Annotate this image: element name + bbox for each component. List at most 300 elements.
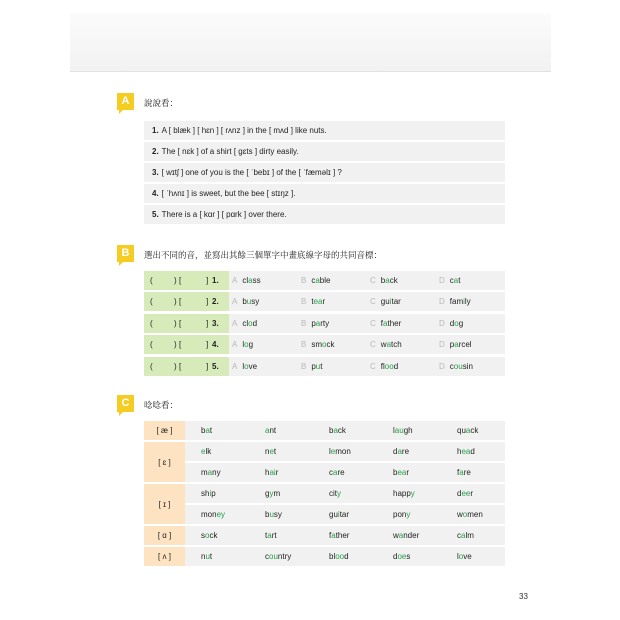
list-item	[144, 205, 505, 224]
option-letter: A	[232, 340, 238, 350]
table-row	[185, 421, 505, 440]
word-part: w	[393, 531, 399, 540]
option-letter: A	[232, 318, 238, 328]
word-part: t	[311, 297, 314, 307]
word-part: t	[265, 531, 268, 540]
word-part: h	[265, 468, 270, 477]
underlined-letters: o	[322, 340, 327, 350]
underlined-letters: u	[269, 510, 274, 519]
word	[393, 510, 410, 519]
word-part: gu	[380, 297, 390, 307]
option-word	[242, 297, 259, 306]
bracket-open: [	[179, 318, 182, 328]
underlined-letters: a	[248, 276, 253, 285]
word-part: rcel	[458, 340, 472, 350]
option-word	[381, 362, 398, 371]
option-c[interactable]	[367, 271, 436, 290]
word-part: c	[265, 552, 269, 561]
underlined-letters: a	[333, 426, 338, 435]
word-part: ther	[335, 531, 350, 540]
underlined-letters: ea	[461, 447, 471, 456]
word-part: f	[380, 318, 384, 328]
word-cell	[185, 442, 249, 461]
word-part: w	[380, 340, 387, 350]
word	[393, 489, 415, 498]
word-cell	[185, 505, 249, 524]
underlined-letters: ey	[216, 510, 226, 519]
word-cell	[377, 526, 441, 545]
page-number: 33	[519, 592, 528, 601]
word-part: c	[329, 468, 333, 477]
option-letter: B	[301, 361, 307, 371]
option-letter: C	[370, 297, 376, 307]
option-letter: D	[439, 276, 445, 285]
word-cell	[377, 442, 441, 461]
word-part: pon	[393, 510, 407, 519]
underlined-letters: ee	[461, 489, 471, 498]
word	[201, 489, 216, 498]
underlined-letters: a	[383, 318, 388, 328]
item-number: 1.	[152, 126, 159, 135]
list-item	[144, 184, 505, 203]
underlined-letters: i	[463, 297, 465, 307]
word-lines	[185, 547, 505, 566]
table-row	[185, 526, 505, 545]
word-part: c	[449, 361, 454, 371]
word-part: gu	[329, 510, 338, 519]
list-item	[144, 121, 505, 140]
underlined-letters: o	[454, 318, 459, 328]
word-part: g	[248, 340, 254, 350]
paren-close: )	[174, 361, 177, 371]
underlined-letters: ou	[453, 361, 463, 371]
word-cell	[441, 463, 505, 482]
word-part: nt	[269, 426, 277, 435]
word-part: nder	[403, 531, 420, 540]
option-d[interactable]	[436, 357, 505, 376]
bracket-close: ]	[206, 276, 209, 285]
word-part: sh	[201, 489, 210, 498]
word-lines	[185, 484, 505, 524]
word	[329, 426, 346, 435]
sound-group	[144, 526, 505, 545]
word-cell	[249, 505, 313, 524]
option-word	[311, 340, 334, 349]
word	[457, 531, 474, 540]
option-word	[311, 319, 329, 328]
sound-group	[144, 547, 505, 566]
option-letter: C	[370, 340, 376, 350]
underlined-letters: u	[315, 361, 321, 371]
underlined-letters: y	[410, 489, 415, 498]
item-number: 4.	[152, 189, 159, 198]
underlined-letters: o	[205, 531, 210, 540]
underlined-letters: o	[458, 552, 464, 561]
options	[229, 271, 505, 290]
bracket-close: ]	[206, 340, 209, 350]
underlined-letters: e	[330, 447, 336, 456]
phonetic-label: [ ɛ ]	[144, 442, 185, 482]
section-a-badge: A	[117, 93, 134, 110]
option-word	[450, 362, 473, 371]
word-part: re	[337, 468, 345, 477]
answer-blank[interactable]	[160, 335, 174, 354]
option-word	[381, 340, 402, 349]
options	[229, 357, 505, 376]
word-part: p	[449, 340, 455, 350]
option-letter: A	[232, 276, 238, 285]
word-part: t	[209, 426, 213, 435]
word-part: n	[265, 447, 270, 456]
underlined-letters: oo	[335, 552, 345, 561]
option-d[interactable]	[436, 292, 505, 311]
word-part: cl	[242, 318, 249, 328]
paren-close: )	[174, 297, 177, 307]
answer-area	[144, 314, 229, 333]
table-row	[185, 463, 505, 482]
bracket-close: ]	[206, 318, 209, 328]
word-cell	[313, 421, 377, 440]
word-part: ly	[464, 297, 471, 307]
word-part: rty	[320, 318, 330, 328]
word-part: d	[393, 447, 398, 456]
word	[393, 552, 410, 561]
option-word	[242, 340, 253, 349]
word-part: w	[457, 510, 463, 519]
word-cell	[249, 463, 313, 482]
item-number: 3.	[152, 168, 159, 177]
phonetic-label: [ æ ]	[144, 421, 185, 440]
option-word	[381, 319, 401, 328]
item-text: [ wɪtʃ ] one of you is the [ ˈbebɪ ] of the [ ˈfæmǝlɪ ] ?	[161, 168, 342, 177]
option-c[interactable]	[367, 335, 436, 354]
word-cell	[313, 442, 377, 461]
word-part: bl	[329, 552, 336, 561]
option-word	[450, 297, 471, 306]
word-cell	[313, 463, 377, 482]
word-cell	[249, 484, 313, 503]
word-part: mon	[335, 447, 351, 456]
word-part: g	[458, 318, 464, 328]
bracket-open: [	[179, 340, 182, 350]
option-a[interactable]	[229, 271, 298, 290]
word-cell	[185, 547, 249, 566]
option-letter: D	[439, 340, 445, 350]
underlined-letters: e	[201, 447, 206, 456]
word	[457, 552, 472, 561]
word-part: b	[201, 426, 206, 435]
underlined-letters: i	[337, 510, 340, 519]
word-part: ve	[248, 361, 258, 371]
word-part: b	[380, 276, 386, 285]
underlined-letters: ea	[313, 297, 323, 307]
word	[393, 531, 419, 540]
underlined-letters: i	[389, 297, 392, 307]
option-a[interactable]	[229, 292, 298, 311]
word-part: m	[201, 468, 208, 477]
option-b[interactable]	[298, 314, 367, 333]
table-row	[144, 314, 505, 333]
sound-group	[144, 484, 505, 524]
word-part: ny	[212, 468, 221, 477]
word-cell	[441, 484, 505, 503]
option-d[interactable]	[436, 271, 505, 290]
word-part: sy	[251, 297, 260, 307]
item-text: There is a [ kɑr ] [ pɑrk ] over there.	[161, 210, 287, 219]
underlined-letters: y	[269, 489, 274, 498]
phonetic-label: [ ʌ ]	[144, 547, 185, 566]
word	[201, 531, 217, 540]
word-part: c	[449, 276, 454, 285]
word-part: l	[393, 426, 395, 435]
word-lines	[185, 442, 505, 482]
word-part: c	[311, 276, 316, 285]
option-word	[242, 362, 257, 371]
word-cell	[185, 526, 249, 545]
underlined-letters: a	[265, 426, 270, 435]
option-word	[311, 276, 330, 285]
option-word	[242, 276, 260, 285]
word	[265, 510, 282, 519]
option-word	[450, 340, 472, 349]
word-part: m	[273, 489, 281, 498]
options	[229, 292, 505, 311]
bracket-close: ]	[206, 297, 209, 307]
option-letter: A	[232, 297, 238, 307]
word-cell	[377, 484, 441, 503]
section-a-title: 說說看：	[144, 98, 179, 108]
option-a[interactable]	[229, 357, 298, 376]
answer-blank[interactable]	[199, 314, 206, 333]
section-b-badge: B	[117, 245, 134, 262]
underlined-letters: u	[246, 297, 252, 307]
word-part: ss	[252, 276, 261, 285]
word-cell	[313, 505, 377, 524]
option-c[interactable]	[367, 292, 436, 311]
word-part: l	[242, 361, 245, 371]
option-letter: B	[301, 340, 307, 350]
underlined-letters: oo	[384, 361, 394, 371]
option-b[interactable]	[298, 292, 367, 311]
option-letter: B	[301, 318, 307, 328]
word	[265, 489, 280, 498]
word-part: mon	[201, 510, 217, 519]
word	[201, 468, 221, 477]
word-part: rt	[271, 531, 277, 540]
option-c[interactable]	[367, 357, 436, 376]
word-part: l	[457, 552, 459, 561]
underlined-letters: u	[205, 552, 210, 561]
word-part: d	[449, 318, 455, 328]
word-part: p	[211, 489, 216, 498]
word-part: r	[470, 489, 474, 498]
word-part: cl	[242, 276, 249, 285]
answer-blank[interactable]	[160, 314, 174, 333]
underlined-letters: ou	[269, 552, 278, 561]
underlined-letters: a	[315, 318, 321, 328]
word	[457, 447, 475, 456]
item-number: 2.	[212, 297, 219, 307]
answer-blank[interactable]	[160, 292, 174, 311]
option-c[interactable]	[367, 314, 436, 333]
word	[265, 531, 277, 540]
answer-area	[144, 271, 229, 290]
underlined-letters: o	[244, 361, 249, 371]
underlined-letters: a	[397, 447, 402, 456]
word-part: l	[329, 447, 331, 456]
option-b[interactable]	[298, 335, 367, 354]
word-part: r	[406, 468, 410, 477]
option-a[interactable]	[229, 335, 298, 354]
word-cell	[249, 421, 313, 440]
word-part: d	[252, 318, 258, 328]
paren-open: (	[150, 318, 153, 328]
word-cell	[313, 526, 377, 545]
word	[329, 468, 345, 477]
answer-blank[interactable]	[199, 357, 206, 376]
word-part: r	[322, 297, 326, 307]
table-row	[144, 292, 505, 311]
word-cell	[249, 547, 313, 566]
word-part: s	[201, 531, 205, 540]
word-part: t	[209, 552, 213, 561]
answer-blank[interactable]	[199, 292, 206, 311]
underlined-letters: a	[267, 531, 272, 540]
word-cell	[377, 463, 441, 482]
word-part: t	[320, 361, 323, 371]
word-part: p	[311, 361, 316, 371]
word-lines	[185, 526, 505, 545]
answer-blank[interactable]	[199, 335, 206, 354]
word-part: re	[463, 468, 471, 477]
word-part: t	[273, 447, 277, 456]
section-c-badge: C	[117, 395, 134, 412]
table-row	[144, 271, 505, 290]
word-cell	[313, 547, 377, 566]
item-number: 2.	[152, 147, 159, 156]
word	[201, 552, 212, 561]
word-part: d	[457, 489, 462, 498]
option-letter: C	[370, 276, 376, 285]
word	[265, 447, 276, 456]
word-cell	[377, 505, 441, 524]
word	[329, 489, 341, 498]
underlined-letters: a	[453, 276, 459, 285]
option-b[interactable]	[298, 271, 367, 290]
word	[329, 447, 351, 456]
options	[229, 335, 505, 354]
option-word	[311, 362, 322, 371]
word-part: re	[401, 447, 410, 456]
bracket-open: [	[179, 297, 182, 307]
word-part: b	[329, 426, 334, 435]
item-number: 3.	[212, 318, 219, 328]
word-part: d	[393, 552, 398, 561]
word-part: ck	[326, 340, 335, 350]
table-row	[185, 505, 505, 524]
underlined-letters: ea	[397, 468, 407, 477]
underlined-letters: a	[207, 468, 213, 477]
word	[457, 510, 483, 519]
paren-close: )	[174, 276, 177, 285]
underlined-letters: o	[244, 340, 249, 350]
word-part: lk	[205, 447, 212, 456]
bracket-open: [	[179, 276, 182, 285]
underlined-letters: ai	[269, 468, 276, 477]
word-lines	[185, 421, 505, 440]
word-part: tar	[391, 297, 401, 307]
word	[265, 426, 276, 435]
word-cell	[185, 421, 249, 440]
word-part: r	[275, 468, 279, 477]
underlined-letters: o	[248, 318, 253, 328]
underlined-letters: y	[337, 489, 341, 498]
word-part: ntry	[277, 552, 292, 561]
item-number: 5.	[212, 361, 219, 371]
answer-blank[interactable]	[199, 271, 206, 290]
underlined-letters: a	[459, 468, 464, 477]
word-cell	[377, 421, 441, 440]
underlined-letters: a	[331, 531, 336, 540]
paren-close: )	[174, 340, 177, 350]
phonetic-label: [ ɪ ]	[144, 484, 185, 524]
word	[265, 552, 291, 561]
word-part: d	[470, 447, 475, 456]
word-part: d	[393, 361, 399, 371]
option-b[interactable]	[298, 357, 367, 376]
option-a[interactable]	[229, 314, 298, 333]
option-d[interactable]	[436, 335, 505, 354]
word-part: fl	[380, 361, 385, 371]
word-cell	[313, 484, 377, 503]
word	[393, 468, 409, 477]
underlined-letters: au	[394, 426, 404, 435]
word-part: sm	[311, 340, 323, 350]
word-cell	[185, 463, 249, 482]
item-text: [ ˈhʌnɪ ] is sweet, but the bee [ stɪŋz ].	[161, 189, 296, 198]
word-part: ther	[387, 318, 402, 328]
word-part: ble	[319, 276, 331, 285]
word-cell	[185, 484, 249, 503]
word	[201, 510, 225, 519]
word-part: qu	[457, 426, 466, 435]
underlined-letters: a	[205, 426, 210, 435]
table-row	[185, 442, 505, 461]
word-part: n	[201, 552, 206, 561]
item-number: 1.	[212, 276, 219, 285]
option-d[interactable]	[436, 314, 505, 333]
option-word	[242, 319, 257, 328]
word	[201, 447, 211, 456]
phonetic-label: [ ɑ ]	[144, 526, 185, 545]
word-part: ck	[337, 426, 346, 435]
answer-blank[interactable]	[160, 271, 174, 290]
word-cell	[441, 421, 505, 440]
word-part: fam	[449, 297, 464, 307]
word	[457, 489, 473, 498]
option-word	[311, 297, 325, 306]
table-row	[144, 357, 505, 376]
word-cell	[441, 505, 505, 524]
item-number: 5.	[152, 210, 159, 219]
answer-blank[interactable]	[160, 357, 174, 376]
word-part: b	[242, 297, 247, 307]
option-letter: B	[301, 297, 307, 307]
underlined-letters: a	[461, 531, 466, 540]
underlined-letters: oe	[397, 552, 407, 561]
paren-close: )	[174, 318, 177, 328]
word	[329, 552, 349, 561]
